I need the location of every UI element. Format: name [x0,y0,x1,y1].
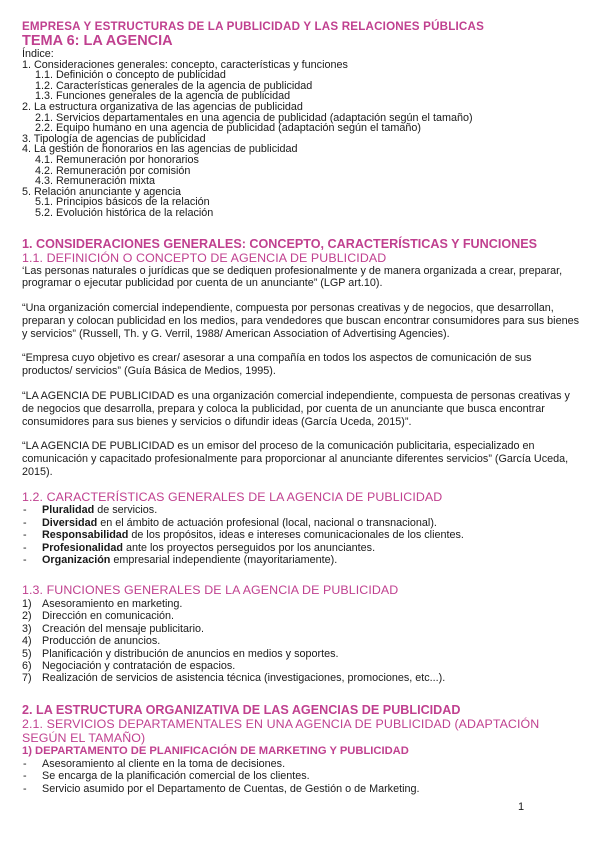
index-item: 4.2. Remuneración por comisión [35,164,191,177]
characteristic-term: Profesionalidad [42,541,123,554]
function-text: Asesoramiento en marketing. [42,597,183,610]
function-text: Negociación y contratación de espacios. [42,659,236,672]
characteristic-item [22,529,582,541]
index-item: 4.1. Remuneración por honorarios [35,153,199,166]
index-item: 5.1. Principios básicos de la relación [35,196,210,209]
function-item [22,598,582,610]
definitions-list [22,265,582,479]
definition-quote: “Empresa cuyo objetivo es crear/ asesorar a una compañía en todos los aspectos de comunicación de sus productos/ servicios” (Guía Básica de Medios, 1995). [22,352,532,378]
characteristic-text: ante los proyectos perseguidos por los anunciantes. [123,541,376,554]
section2-heading: 2. LA ESTRUCTURA ORGANIZATIVA DE LAS AGENCIAS DE PUBLICIDAD [22,702,461,717]
index-item: 1.1. Definición o concepto de publicidad [35,69,226,82]
functions-list [22,598,582,685]
document-page [22,20,582,795]
function-item [22,660,582,672]
characteristic-text: en el ámbito de actuación profesional (local, nacional o transnacional). [97,516,437,529]
function-number: 7) [22,672,32,685]
section1-heading: 1. CONSIDERACIONES GENERALES: CONCEPTO, CARACTERÍSTICAS Y FUNCIONES [22,236,538,251]
index-item: 5.2. Evolución histórica de la relación [35,206,214,219]
characteristic-term: Organización [42,553,111,566]
index-block [22,49,582,219]
definition-quote: “Una organización comercial independiente, compuesta por personas creativas y de negocios, que desarrollan, preparan y colocan publicidad en los medios, para vendedores que buscan encontrar consumidores para sus bienes y servicios” (Russell, Th. y G. Verril, 1988/ American Association of Advertising Agencies). [22,302,579,340]
section1-2-heading: 1.2. CARACTERÍSTICAS GENERALES DE LA AGENCIA DE PUBLICIDAD [22,489,443,504]
function-text: Realización de servicios de asistencia técnica (investigaciones, promociones, etc...). [42,672,446,685]
page-title: TEMA 6: LA AGENCIA [22,33,173,49]
function-number: 3) [22,622,32,635]
characteristic-text: de servicios. [94,504,158,517]
characteristic-item [22,517,582,529]
section1-1-heading: 1.1. DEFINICIÓN O CONCEPTO DE AGENCIA DE PUBLICIDAD [22,250,387,265]
function-number: 4) [22,635,32,648]
characteristic-item [22,542,582,554]
definition-quote: ‘Las personas naturales o jurídicas que se dediquen profesionalmente y de manera organizada a crear, preparar, programar o ejecutar publicidad por cuenta de un anunciante” (LGP art.10). [22,264,563,290]
characteristic-term: Pluralidad [42,504,95,517]
function-item [22,610,582,622]
index-item: 2.1. Servicios departamentales en una agencia de publicidad (adaptación según el tamaño) [35,111,473,124]
department-list [22,758,582,795]
course-title: EMPRESA Y ESTRUCTURAS DE LA PUBLICIDAD Y LAS RELACIONES PÚBLICAS [22,20,485,33]
function-item [22,648,582,660]
function-item [22,623,582,635]
index-item: 2.2. Equipo humano en una agencia de publicidad (adaptación según el tamaño) [35,122,421,135]
function-number: 5) [22,647,32,660]
characteristic-term: Responsabilidad [42,529,129,542]
definition-quote: “LA AGENCIA DE PUBLICIDAD es un emisor del proceso de la comunicación publicitaria, especializado en comunicación y capacitado profesionalmente para proporcionar al anunciante diferentes servicios” (García Uceda, 2015). [22,440,569,479]
function-text: Creación del mensaje publicitario. [42,622,205,635]
function-number: 2) [22,610,32,623]
function-text: Planificación y distribución de anuncios en medios y soportes. [42,647,339,660]
index-item: 4.3. Remuneración mixta [35,175,156,188]
function-number: 6) [22,659,32,672]
characteristic-item [22,554,582,566]
page-number: 1 [518,801,525,813]
department-heading: 1) DEPARTAMENTO DE PLANIFICACIÓN DE MARKETING Y PUBLICIDAD [22,744,409,757]
index-item: 5. Relación anunciante y agencia [22,185,182,198]
index-item: 1.2. Características generales de la agencia de publicidad [35,79,313,92]
section1-3-heading: 1.3. FUNCIONES GENERALES DE LA AGENCIA DE PUBLICIDAD [22,583,399,598]
index-list [22,60,582,219]
index-item: 3. Tipología de agencias de publicidad [22,132,206,145]
function-item [22,635,582,647]
function-text: Dirección en comunicación. [42,610,175,623]
characteristic-term: Diversidad [42,516,98,529]
function-item [22,672,582,684]
index-label: Índice: [22,48,54,60]
index-item: 1.3. Funciones generales de la agencia de publicidad [35,90,291,103]
department-item: - Se encarga de la planificación comercial de los clientes. [22,770,582,782]
characteristic-text: de los propósitos, ideas e intereses comunicacionales de los clientes. [128,529,464,542]
function-number: 1) [22,597,32,610]
section2-1-heading: 2.1. SERVICIOS DEPARTAMENTALES EN UNA AGENCIA DE PUBLICIDAD (ADAPTACIÓN SEGÚN EL TAMAÑO) [22,716,540,745]
characteristic-item [22,504,582,516]
characteristic-text: empresarial independiente (mayoritariamente). [110,553,338,566]
index-item: 1. Consideraciones generales: concepto, características y funciones [22,58,348,71]
department-item: - Servicio asumido por el Departamento de Cuentas, de Gestión o de Marketing. [22,783,582,795]
function-text: Producción de anuncios. [42,635,161,648]
department-item: - Asesoramiento al cliente en la toma de decisiones. [22,758,582,770]
index-item: 2. La estructura organizativa de las agencias de publicidad [22,100,303,113]
definition-quote: “LA AGENCIA DE PUBLICIDAD es una organización comercial independiente, compuesta de personas creativas y de negocios que desarrolla, prepara y coloca la publicidad, por cuenta de un anunciante que busca encontrar consumidores para sus bienes y servicios o difundir ideas (García Uceda, 2015)”. [22,390,570,428]
index-item: 4. La gestión de honorarios en las agencias de publicidad [22,143,298,156]
characteristics-list [22,504,582,566]
